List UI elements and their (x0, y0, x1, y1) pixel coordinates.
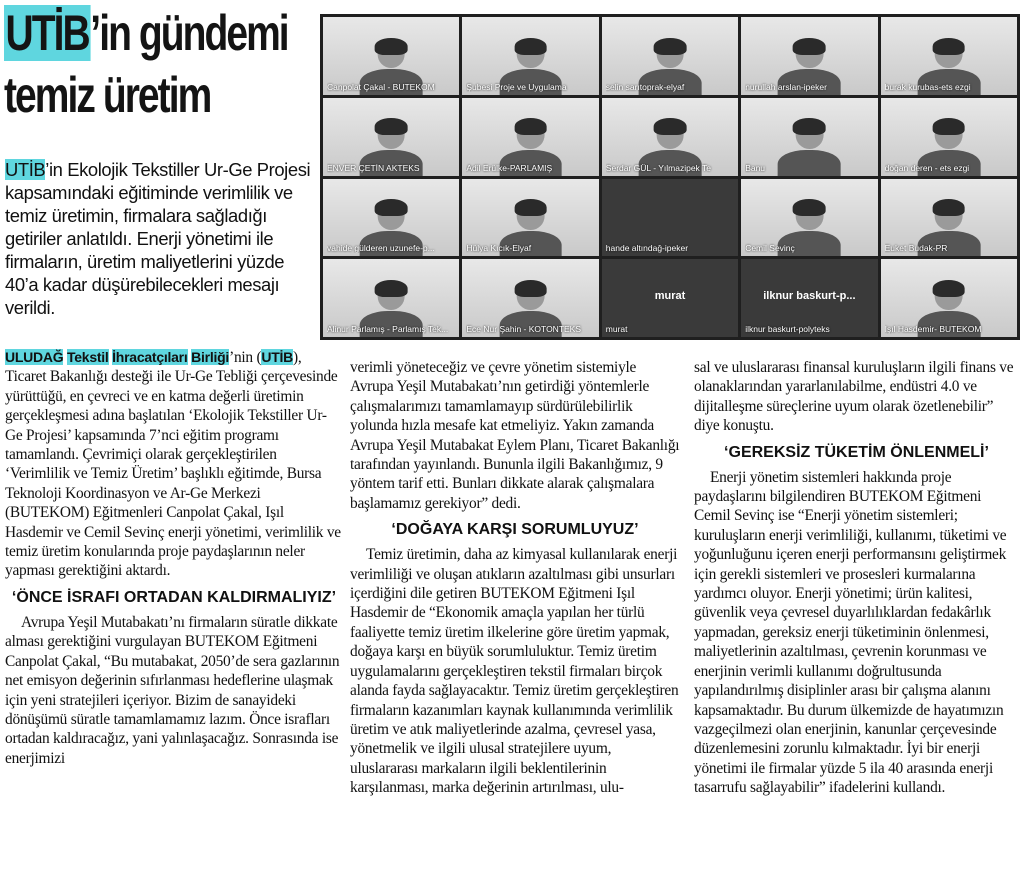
participant-name-label: Adil Erülke-PARLAMIŞ (466, 162, 553, 173)
participant-name-label: selin sarıtoprak-elyaf (605, 81, 685, 92)
col3-paragraph-1: sal ve uluslararası finansal kuruluşların ilgili finans ve olanaklarından yararlanılabilme, endüstri 4.0 ve dijitalleşme süreçlerine uyum olarak özetlenebilir” diye konuştu. (694, 359, 1014, 435)
participant-tile (462, 179, 598, 257)
lede-highlight: UTİB (5, 159, 46, 180)
silhouette-hair (793, 38, 826, 55)
headline-line1: ’in gündemi (90, 5, 288, 61)
participant-name-label: ilknur baskurt-polyteks (745, 324, 830, 334)
participant-tile (323, 98, 459, 176)
article-column-1 (5, 348, 343, 768)
article-column-3 (694, 358, 1019, 798)
intro-word-1: ULUDAĞ (5, 349, 64, 365)
video-conference-photo (320, 14, 1020, 340)
participant-tile (323, 17, 459, 95)
lede-text: ’in Ekolojik Tekstiller Ur-Ge Projesi kapsamındaki eğitiminde verimlilik ve temiz üretimin, firmalara sağladığı getiriler anlatıldı. Enerji yönetimi ile firmaların, üretim maliyetlerini yüzde 40’a kadar düşürebilecekleri mesajı verildi. (5, 159, 311, 318)
silhouette-hair (375, 118, 408, 135)
participant-tile (602, 17, 738, 95)
participant-name-label: hande altındağ-ipeker (605, 243, 689, 254)
participant-tile (741, 259, 877, 337)
headline-line2: temiz üretim (4, 67, 211, 123)
participant-tile (602, 98, 738, 176)
intro-text-a: ’nin ( (229, 349, 262, 366)
col2-paragraph-1: verimli yöneteceğiz ve çevre yönetim sistemiyle Avrupa Yeşil Mutabakatı’nın getirdiği yöntemlerle çalışmalarımızı tamamlamayıp sürdürülebilirlik yolunda hızla mesafe kat etmeliyiz. Yakın zamanda Avrupa Yeşil Mutabakat Eylem Planı, Ticaret Bakanlığı tarafından yayınlandı. Bununla ilgili Bakanlığımız, 9 yöntem tarif etti. Bunları dikkate alarak çalışmalara başlamamız gerekiyor” dedi. (350, 359, 680, 512)
silhouette-hair (932, 118, 965, 135)
headline-highlight: UTİB (5, 5, 89, 61)
silhouette-hair (375, 280, 408, 297)
participant-name-label: Alinur Parlamış - Parlamış Tek... (327, 324, 449, 334)
col1-paragraph-2: Avrupa Yeşil Mutabakatı’nı firmaların süratle dikkate alması gerektiğini vurgulayan BUTEKOM Eğitmeni Canpolat Çakal, “Bu mutabakat, 2050’de sera gazlarının net emisyon değerinin sıfırlanması hedeflerine ulaşmak için yeni stratejileri içeriyor. Bizim de sanayideki dönüşümü süratle tamamlamamız lazım. Önce israfları ortadan kaldıracağız, yani yalınlaşacağız. Sonrasında ise enerjimizi (5, 613, 340, 767)
silhouette-hair (654, 118, 687, 135)
participant-tile (881, 17, 1017, 95)
intro-word-3: İhracatçıları (112, 349, 188, 365)
silhouette-hair (793, 118, 826, 135)
intro-text-b: ), Ticaret Bakanlığı desteği ile Ur-Ge Tebliği çerçevesinde yürüttüğü, en çevreci ve en katma değerli üretimin gerçekleşmesi adına başlatılan ‘Ekolojik Tekstiller Ur-Ge Projesi’ kapsamında 7’nci eğitim programı tamamlandı. Çevrimiçi olarak gerçekleştirilen ‘Verimlilik ve Temiz Üretim’ başlıklı eğitimde, Bursa Teknoloji Koordinasyon ve Ar-Ge Merkezi (BUTEKOM) Eğitmenleri Canpolat Çakal, Işıl Hasdemir ve Cemil Sevinç enerji yönetimi, verimlilik ve temiz üretim konularında proje paydaşlarının neler yapması gerektiğini aktardı. (5, 349, 341, 580)
intro-word-4: Birliği (191, 349, 230, 365)
participant-name-label: Şubesi Proje ve Uygulama (466, 81, 567, 92)
participant-tile (881, 98, 1017, 176)
subheading-1: ‘ÖNCE İSRAFI ORTADAN KALDIRMALIYIZ’ (11, 588, 337, 606)
silhouette-hair (375, 199, 408, 216)
participant-name-label: Ece Nur Şahin - KOTONTEKS (466, 324, 582, 334)
participant-center-name: murat (654, 290, 686, 303)
participant-name-label: vahide gülderen uzunefe-p... (327, 243, 435, 254)
participant-name-label: nurullah arslan-ipeker (745, 81, 827, 92)
participant-name-label: Canpolat Çakal - BUTEKOM (327, 81, 435, 92)
silhouette-hair (932, 199, 965, 216)
participant-name-label: Cemil Sevinç (745, 243, 795, 254)
silhouette-hair (932, 38, 965, 55)
silhouette-hair (514, 118, 547, 135)
subheading-2: ‘DOĞAYA KARŞI SORUMLUYUZ’ (391, 521, 639, 539)
participant-tile (462, 259, 598, 337)
participant-tile (462, 98, 598, 176)
silhouette-hair (375, 38, 408, 55)
intro-word-2: Tekstil (67, 349, 109, 365)
participant-tile (881, 179, 1017, 257)
participant-name-label: Banu (745, 162, 766, 173)
participant-name-label: murat (605, 324, 628, 334)
participant-tile (323, 179, 459, 257)
silhouette-hair (654, 38, 687, 55)
participant-tile (602, 259, 738, 337)
participant-name-label: Euket Budak-PR (884, 243, 948, 254)
participant-tile (881, 259, 1017, 337)
silhouette-hair (793, 199, 826, 216)
article-column-2 (350, 358, 680, 798)
col1-intro (5, 348, 343, 581)
subheading-3: ‘GEREKSİZ TÜKETİM ÖNLENMELİ’ (724, 443, 989, 461)
participant-name-label: doğan deren - ets ezgi (884, 162, 970, 173)
silhouette-hair (514, 38, 547, 55)
silhouette-hair (514, 280, 547, 297)
participant-name-label: burak kurubas-ets ezgi (884, 81, 971, 92)
participant-tile (462, 17, 598, 95)
lede (5, 158, 317, 319)
participant-name-label: Hülya Kıcık-Elyaf (466, 243, 532, 254)
col3-paragraph-2: Enerji yönetim sistemleri hakkında proje paydaşlarını bilgilendiren BUTEKOM Eğitmeni Cemil Sevinç ise “Enerji yönetim sistemleri; kuruluşların enerji verimliliği, kullanımı, tüketimi ve yoğunluğunu içeren enerji performansını geliştirmek için gerekli sistemleri ve prosesleri kurmalarına yardımcı oluyor. Enerji yönetimi; ürün kalitesi, güvenlik veya çevresel duyarlılıklardan fedakârlık yapmadan, gereksiz enerji tüketiminin önlenmesi, maliyetlerinin azaltılması, çevrenin korunması ve enerjinin verimli kullanımı doğrultusunda yapılandırılmış disiplinler arası bir çalışma alanını kapsamaktadır. Bu durum ülkemizde de hayatımızın vazgeçilmezi olan enerjinin, kanunlar çerçevesinde düzenlemesini zorunlu kılmaktadır. İyi bir enerji yönetimi ile firmalar yüzde 5 ila 40 arasında enerji tasarrufu sağlayabilir” ifadelerini kullandı. (694, 468, 1007, 797)
participant-tile (323, 259, 459, 337)
col2-paragraph-2: Temiz üretimin, daha az kimyasal kullanılarak enerji verimliliği ve oluşan atıkların azaltılması gibi unsurları içerdiğini dile getiren BUTEKOM Eğitmeni Işıl Hasdemir de “Ekonomik amaçla yapılan her türlü faaliyette temiz üretim ilkelerine göre üretim yapmak, doğaya karşı en büyük sorumluluktur. Temiz üretim uygulamalarını gerçekleştiren tekstil firmaları birçok alanda fayda sağlayacaktır. Temiz üretim gerçekleştiren firmaların kazanımları kaynak kullanımında verimlilik üretim ve atık maliyetlerinde azalma, çevresel yasa, yönetmelik ve ilgili ulusal stratejilere uyum, uluslararası markaların ilgili beklentilerinin karşılanması, marka değerinin artırılması, ulu- (350, 546, 679, 797)
silhouette-hair (514, 199, 547, 216)
participant-tile (741, 17, 877, 95)
silhouette-hair (932, 280, 965, 297)
intro-utib: UTİB (261, 349, 293, 365)
participant-tile (602, 179, 738, 257)
participant-center-name: ilknur baskurt-p... (763, 290, 856, 303)
participant-name-label: ENVER ÇETİN AKTEKS (327, 162, 420, 173)
headline (4, 2, 288, 126)
participant-name-label: Işıl Hasdemir- BUTEKOM (884, 324, 982, 334)
participant-name-label: Serdar GÜL - Yılmazipek Te (605, 162, 711, 173)
participant-tile (741, 98, 877, 176)
participant-tile (741, 179, 877, 257)
